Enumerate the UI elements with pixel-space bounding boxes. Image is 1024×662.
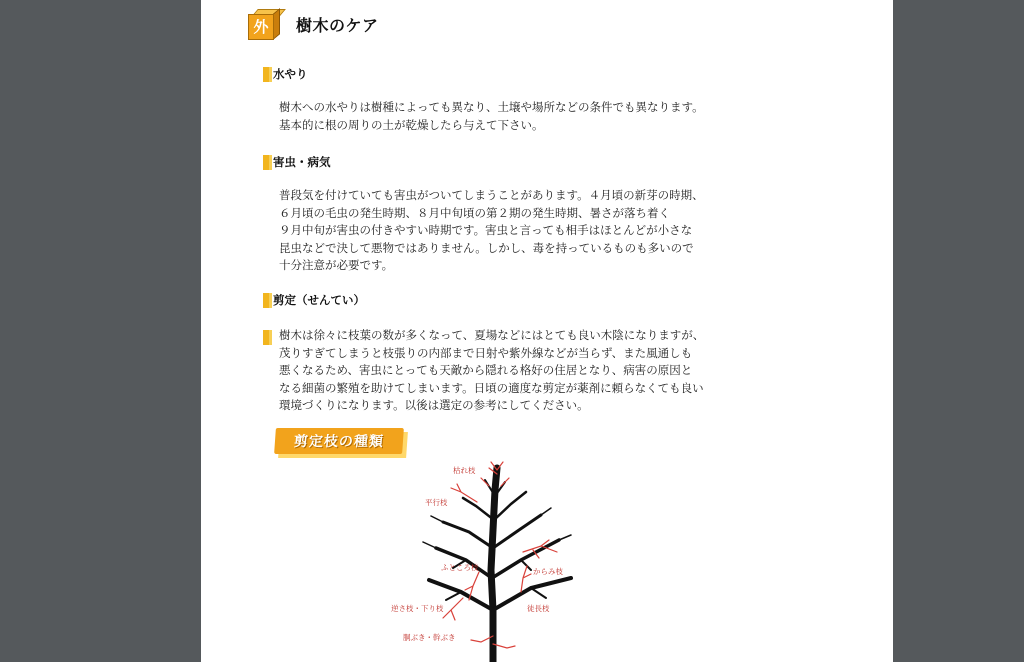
label-inward-branch: ふところ枝: [441, 563, 479, 572]
document-page: [201, 0, 893, 662]
section-heading-label: 水やり: [273, 67, 308, 81]
heading-bar-icon: [263, 155, 269, 170]
outdoor-cube-icon: [248, 9, 278, 39]
pruning-tree-diagram: [381, 460, 605, 662]
section-heading-pruning: [263, 292, 365, 308]
label-sucker-branch: 胴ぶき・幹ぶき: [403, 633, 456, 642]
label-tangled-branch: からみ枝: [533, 567, 563, 576]
label-vigorous-branch: 徒長枝: [527, 604, 550, 613]
body-line: 昆虫などで決して悪物ではありません。しかし、毒を持っているものも多いので: [279, 240, 694, 255]
label-parallel-branch: 平行枝: [425, 498, 448, 507]
paragraph-bar-icon: [263, 330, 269, 345]
section-heading-label: 害虫・病気: [273, 155, 331, 169]
heading-bar-icon: [263, 67, 269, 82]
body-line: 環境づくりになります。以後は選定の参考にしてください。: [279, 398, 589, 412]
section-body-watering: [279, 99, 739, 134]
pruning-types-banner: [275, 428, 405, 458]
body-line: ６月頃の毛虫の発生時期、８月中旬頃の第２期の発生時期、暑さが落ち着く: [279, 205, 670, 220]
section-body-pruning: [279, 327, 739, 415]
section-body-pests: [279, 187, 739, 275]
banner-label: 剪定枝の種類: [274, 428, 404, 454]
body-line: 樹木への水やりは樹種によっても異なり、土壌や場所などの条件でも異なります。: [279, 100, 704, 114]
label-reverse-branch: 逆さ枝・下り枝: [391, 604, 444, 613]
body-line: 樹木は徐々に枝葉の数が多くなって、夏場などにはとても良い木陰になりますが、: [279, 328, 705, 342]
body-line: なる細菌の繁殖を助けてしまいます。日頃の適度な剪定が薬剤に頼らなくても良い: [279, 380, 704, 395]
body-line: ９月中旬が害虫の付きやすい時期です。害虫と言っても相手はほとんどが小さな: [279, 223, 693, 237]
body-line: 普段気を付けていても害虫がついてしまうことがあります。４月頃の新芽の時期、: [279, 188, 704, 202]
page-header: [248, 6, 379, 42]
section-heading-watering: [263, 66, 308, 82]
section-heading-label: 剪定（せんてい）: [273, 293, 365, 307]
heading-bar-icon: [263, 293, 269, 308]
body-line: 基本的に根の周りの土が乾燥したら与えて下さい。: [279, 117, 544, 132]
page-title: 樹木のケア: [296, 15, 379, 35]
body-line: 悪くなるため、害虫にとっても天敵から隠れる格好の住居となり、病害の原因と: [279, 363, 693, 377]
body-line: 茂りすぎてしまうと枝張りの内部まで日射や紫外線などが当らず、また風通しも: [279, 345, 693, 360]
label-dead-branch: 枯れ枝: [453, 466, 476, 475]
section-heading-pests: [263, 154, 331, 170]
badge-label: 外: [248, 14, 274, 40]
body-line: 十分注意が必要です。: [279, 258, 394, 272]
